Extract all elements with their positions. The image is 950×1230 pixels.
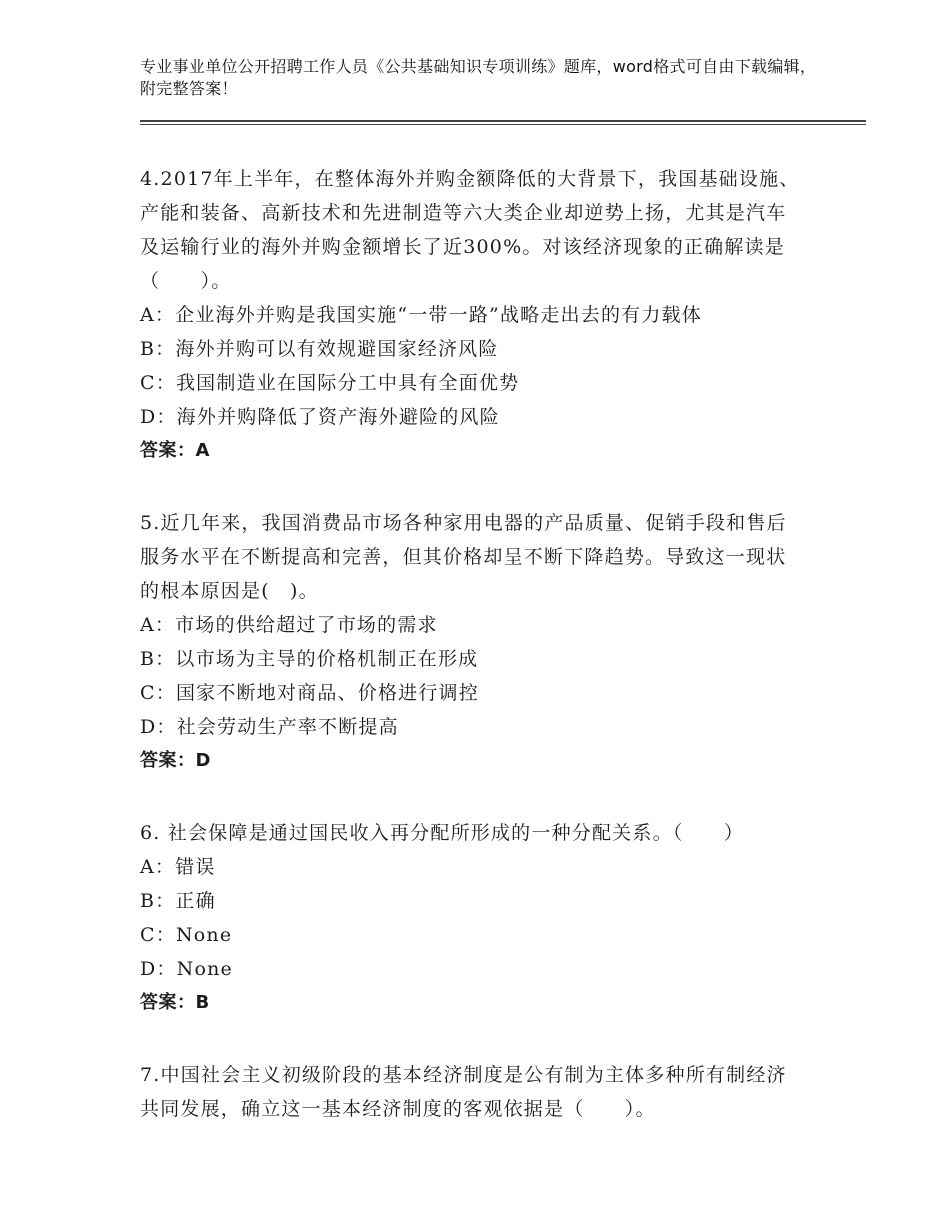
question-stem: 5.近几年来，我国消费品市场各种家用电器的产品质量、促销手段和售后服务水平在不断提高和完善，但其价格却呈不断下降趋势。导致这一现状的根本原因是( )。 [140, 512, 787, 602]
question-6 [140, 816, 800, 1020]
option-c: C：我国制造业在国际分工中具有全面优势 [140, 372, 520, 394]
option-a: A：市场的供给超过了市场的需求 [140, 614, 438, 636]
option-a: A：企业海外并购是我国实施“一带一路”战略走出去的有力载体 [140, 304, 702, 326]
question-stem: 7.中国社会主义初级阶段的基本经济制度是公有制为主体多种所有制经济共同发展，确立这一基本经济制度的客观依据是（ ）。 [140, 1064, 787, 1120]
header-divider-thin [140, 124, 866, 125]
answer-label: 答案：D [140, 750, 211, 771]
option-d: D：社会劳动生产率不断提高 [140, 716, 399, 738]
option-d: D：海外并购降低了资产海外避险的风险 [140, 406, 500, 428]
header-divider-thick [140, 120, 866, 122]
document-header: 专业事业单位公开招聘工作人员《公共基础知识专项训练》题库，word格式可自由下载编辑，附完整答案！ [140, 57, 817, 98]
question-5 [140, 506, 800, 778]
option-b: B：正确 [140, 890, 216, 912]
option-b: B：以市场为主导的价格机制正在形成 [140, 648, 479, 670]
question-4 [140, 162, 800, 468]
answer-label: 答案：A [140, 440, 210, 461]
question-7 [140, 1058, 800, 1126]
option-a: A：错误 [140, 856, 216, 878]
option-b: B：海外并购可以有效规避国家经济风险 [140, 338, 499, 360]
question-stem: 6. 社会保障是通过国民收入再分配所形成的一种分配关系。（ ） [140, 822, 745, 844]
answer-label: 答案：B [140, 992, 210, 1013]
option-d: D：None [140, 958, 233, 980]
option-c: C：None [140, 924, 233, 946]
question-stem: 4.2017年上半年，在整体海外并购金额降低的大背景下，我国基础设施、产能和装备、高新技术和先进制造等六大类企业却逆势上扬，尤其是汽车及运输行业的海外并购金额增长了近300%。对该经济现象的正确解读是（ ）。 [140, 168, 800, 292]
question-list [140, 162, 800, 1164]
option-c: C：国家不断地对商品、价格进行调控 [140, 682, 479, 704]
